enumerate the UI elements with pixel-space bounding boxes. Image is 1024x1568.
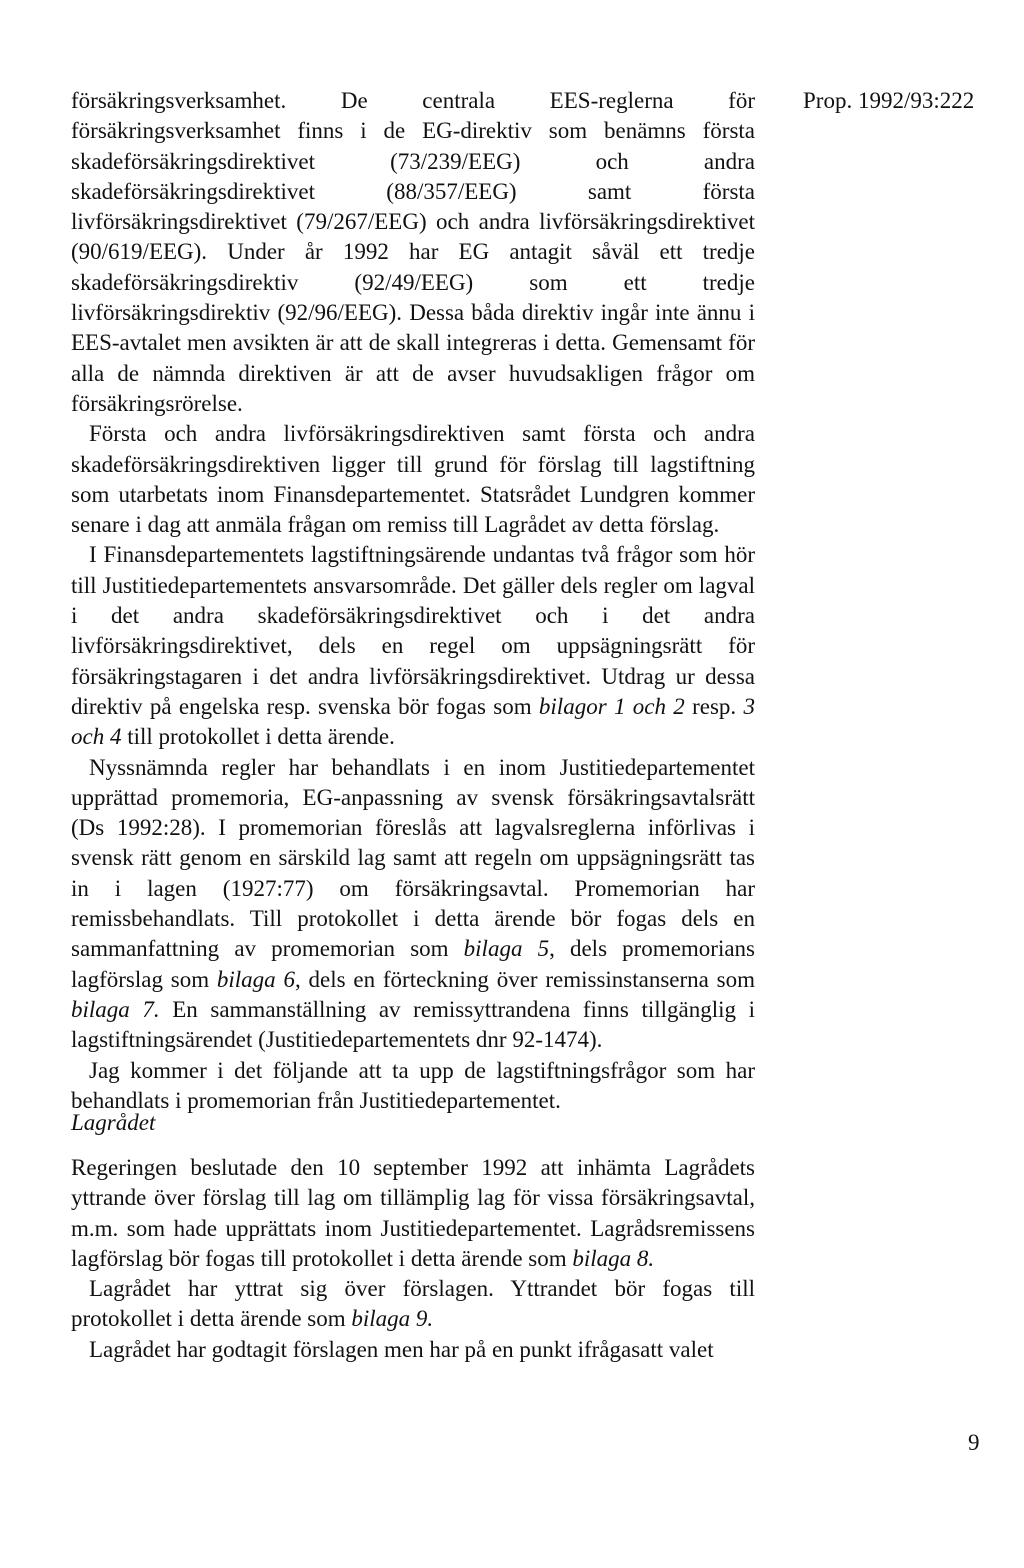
paragraph-3: I Finansdepartementets lagstiftningsärende undantas två frågor som hör till Justitiedepartementets ansvarsområde. Det gäller dels regler om lagval i det andra skadeförsäkringsdirektivet och i det andra livförsäkringsdirektivet, dels en regel om uppsägningsrätt för försäkringstagaren i det andra livförsäkringsdirektivet. Utdrag ur dessa direktiv på engelska resp. svenska bör fogas som bilagor 1 och 2 resp. 3 och 4 till protokollet i detta ärende. bbox=[71, 542, 755, 750]
appendix-reference: 3 och 4 bbox=[71, 693, 755, 750]
main-text bbox=[71, 86, 755, 1116]
appendix-reference: bilaga 6 bbox=[216, 966, 295, 992]
paragraph-8: Lagrådet har godtagit förslagen men har på en punkt ifrågasatt valet bbox=[89, 1336, 714, 1362]
appendix-reference: bilaga 8. bbox=[572, 1245, 655, 1271]
lagradet-text bbox=[71, 1153, 755, 1365]
paragraph-4: Nyssnämnda regler har behandlats i en inom Justitiedepartementet upprättad promemoria, EG-anpassning av svensk försäkringsavtalsrätt (Ds 1992:28). I promemorian föreslås att lagvalsreglerna införlivas i svensk rätt genom en särskild lag samt att regeln om uppsägningsrätt tas in i lagen (1927:77) om försäkringsavtal. Promemorian har remissbehandlats. Till protokollet i detta ärende bör fogas dels en sammanfattning av promemorian som bilaga 5, dels promemorians lagförslag som bilaga 6, dels en förteckning över remissinstanserna som bilaga 7. En sammanställning av remissyttrandena finns tillgänglig i lagstiftningsärendet (Justitiedepartementets dnr 92-1474). bbox=[71, 754, 756, 1053]
paragraph-2: Första och andra livförsäkringsdirektiven samt första och andra skadeförsäkringsdirektiven ligger till grund för förslag till lagstiftning som utarbetats inom Finansdepartementet. Statsrådet Lundgren kommer senare i dag att anmäla frågan om remiss till Lagrådet av detta förslag. bbox=[71, 421, 755, 538]
paragraph-1: försäkringsverksamhet. De centrala EES-reglerna för försäkringsverksamhet finns i de EG-direktiv som benämns första skadeförsäkringsdirektivet (73/239/EEG) och andra skadeförsäkringsdirektivet (88/357/EEG) samt första livförsäkringsdirektivet (79/267/EEG) och andra livförsäkringsdirektivet (90/619/EEG). Under år 1992 har EG antagit såväl ett tredje skadeförsäkringsdirektiv (92/49/EEG) som ett tredje livförsäkringsdirektiv (92/96/EEG). Dessa båda direktiv ingår inte ännu i EES-avtalet men avsikten är att de skall integreras i detta. Gemensamt för alla de nämnda direktiven är att de avser huvudsakligen frågor om försäkringsrörelse. bbox=[71, 88, 755, 416]
appendix-reference: bilaga 9. bbox=[351, 1306, 434, 1332]
paragraph-7: Lagrådet har yttrat sig över förslagen. Yttrandet bör fogas till protokollet i detta ärende som bilaga 9. bbox=[71, 1276, 755, 1332]
appendix-reference: bilaga 5 bbox=[463, 936, 550, 962]
paragraph-5: Jag kommer i det följande att ta upp de lagstiftningsfrågor som har behandlats i promemorian från Justitiedepartementet. bbox=[71, 1057, 755, 1113]
appendix-reference: bilagor 1 och 2 bbox=[538, 693, 685, 719]
section-heading-lagradet: Lagrådet bbox=[71, 1110, 156, 1135]
page-number: 9 bbox=[968, 1430, 980, 1455]
proposition-reference: Prop. 1992/93:222 bbox=[803, 88, 975, 113]
paragraph-6: Regeringen beslutade den 10 september 1992 att inhämta Lagrådets yttrande över förslag till lag om tillämplig lag för vissa försäkringsavtal, m.m. som hade upprättats inom Justitiedepartementet. Lagrådsremissens lagförslag bör fogas till protokollet i detta ärende som bilaga 8. bbox=[71, 1155, 755, 1271]
appendix-reference: bilaga 7. bbox=[71, 996, 160, 1022]
